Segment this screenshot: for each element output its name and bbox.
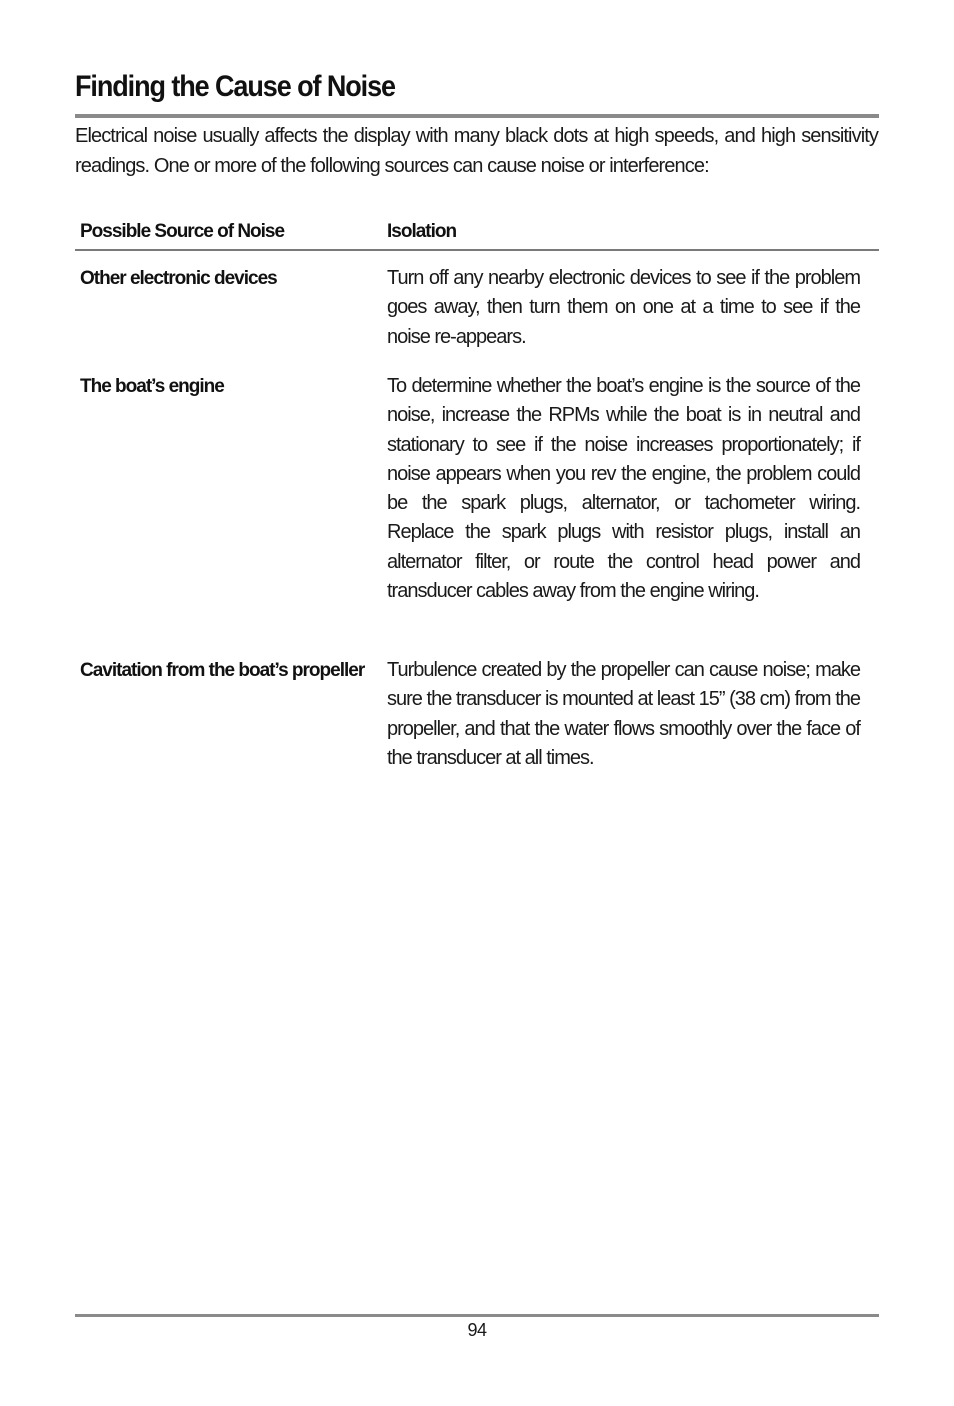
title-divider xyxy=(75,114,879,118)
noise-source-label: Other electronic devices xyxy=(80,268,277,289)
isolation-text: Turn off any nearby electronic devices to see if the problem goes away, then turn them on one at a time to see if the noise re-appears. xyxy=(387,267,860,348)
isolation-text: To determine whether the boat’s engine is the source of the noise, increase the RPMs while the boat is in neutral and stationary to see if the noise increases proportionately; if noise appears when you rev the engine, the problem could be the spark plugs, alternator, or tachometer wiring. Replace the spark plugs with resistor plugs, install an alternator filter, or route the control head power and transducer cables away from the engine wiring. xyxy=(387,375,860,603)
column-header-isolation: Isolation xyxy=(387,221,457,242)
noise-source-label: Cavitation from the boat’s propeller xyxy=(80,660,365,681)
isolation-text: Turbulence created by the propeller can cause noise; make sure the transducer is mounted at least 15” (38 cm) from the propeller, and that the water flows smoothly over the face of the transducer at all times. xyxy=(387,659,860,769)
page-number: 94 xyxy=(467,1320,487,1340)
page-title: Finding the Cause of Noise xyxy=(75,70,395,103)
intro-paragraph: Electrical noise usually affects the display with many black dots at high speeds, and high sensitivity readings. One or more of the following sources can cause noise or interference: xyxy=(75,125,878,177)
table-header xyxy=(75,219,879,251)
noise-source-label: The boat’s engine xyxy=(80,376,224,397)
footer-divider xyxy=(75,1314,879,1317)
column-header-source: Possible Source of Noise xyxy=(80,221,285,242)
